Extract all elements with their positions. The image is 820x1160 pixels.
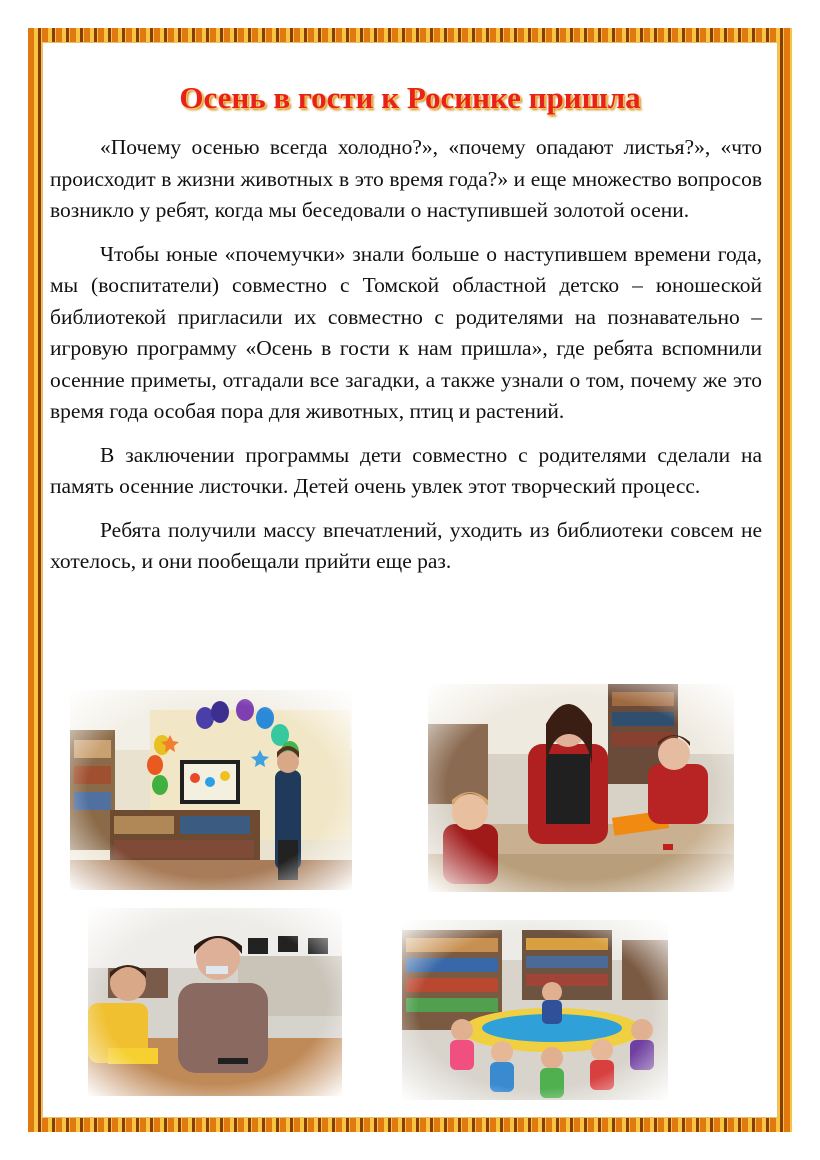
paragraph-3: В заключении программы дети совместно с родителями сделали на память осенние листочки. Детей очень увлек этот творческий процесс. [50, 442, 762, 498]
paragraph-4: Ребята получили массу впечатлений, уходить из библиотеки совсем не хотелось, и они пообещали прийти еще раз. [50, 517, 762, 573]
craft-activity-photo [428, 684, 734, 892]
article-body [50, 132, 762, 590]
paragraph-2: Чтобы юные «почемучки» знали больше о наступившем времени года, мы (воспитатели) совместно с Томской областной детско – юношеской библиотекой пригласили их совместно с родителями на познавательно – игровую программу «Осень в гости к нам пришла», где ребята вспомнили осенние приметы, отгадали все загадки, а также узнали о том, почему же это время года особая пора для животных, птиц и растений. [50, 241, 762, 423]
paragraph-1: «Почему осенью всегда холодно?», «почему опадают листья?», «что происходит в жизни животных в это время года?» и еще множество вопросов возникло у ребят, когда мы беседовали о наступившей золотой осени. [50, 135, 762, 222]
parent-child-photo [88, 908, 342, 1096]
library-event-photo [70, 690, 352, 890]
group-table-photo [402, 920, 668, 1100]
page-title: Осень в гости к Росинке пришла [179, 80, 641, 115]
